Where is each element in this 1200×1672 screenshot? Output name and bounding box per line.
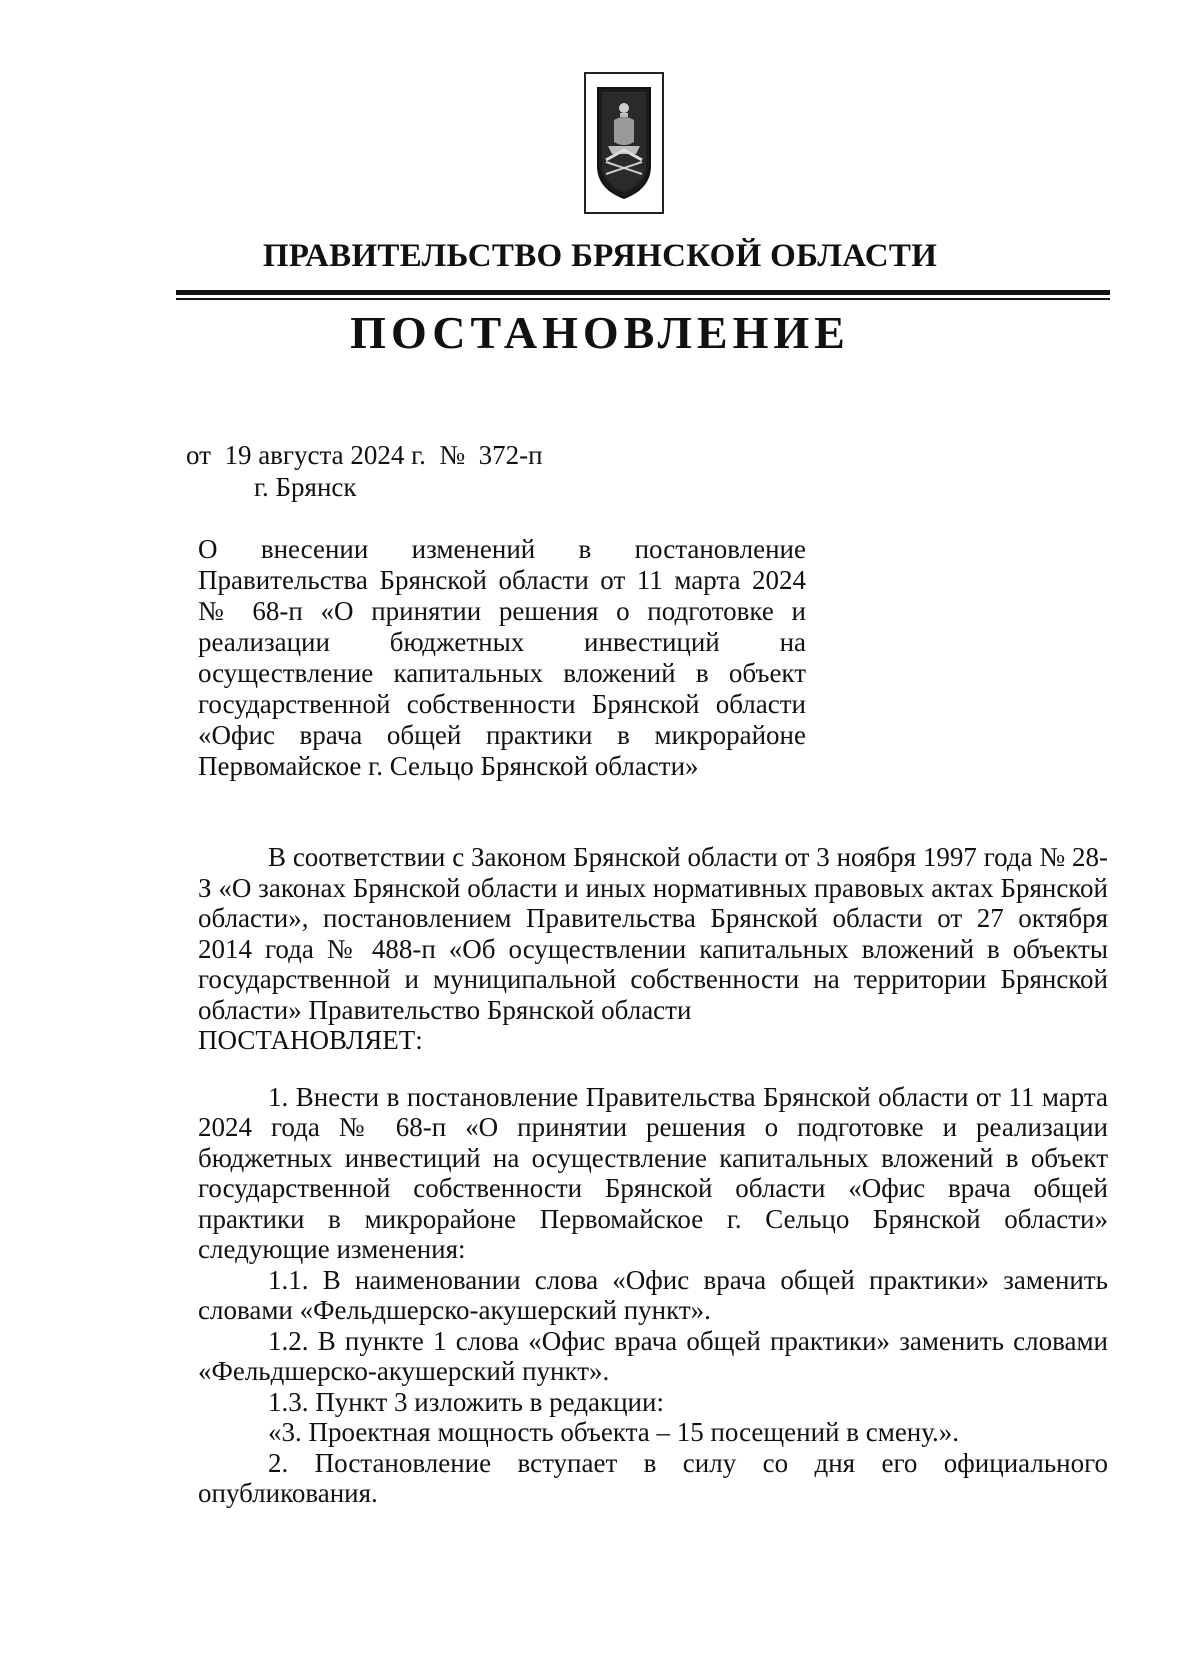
header-rule-thick xyxy=(176,290,1110,295)
item-1-2: 1.2. В пункте 1 слова «Офис врача общей практики» заменить словами «Фельдшерско-акушерский пункт». xyxy=(198,1325,1108,1386)
emblem-frame xyxy=(584,72,664,214)
item-1-1: 1.1. В наименовании слова «Офис врача общей практики» заменить словами «Фельдшерско-акушерский пункт». xyxy=(198,1264,1108,1325)
item-1-3: 1.3. Пункт 3 изложить в редакции: xyxy=(268,1386,664,1417)
coat-of-arms-emblem xyxy=(594,84,654,204)
resolves-word: ПОСТАНОВЛЯЕТ: xyxy=(198,1025,423,1055)
header-rule-thin xyxy=(176,298,1110,300)
government-title: ПРАВИТЕЛЬСТВО БРЯНСКОЙ ОБЛАСТИ xyxy=(262,238,938,274)
document-city: г. Брянск xyxy=(254,472,357,502)
document-date-number: от 19 августа 2024 г. № 372-п xyxy=(186,440,543,470)
item-1: 1. Внести в постановление Правительства Брянской области от 11 марта 2024 года № 68-п «О принятии решения о подготовке и реализации бюджетных инвестиций на осуществление капитальных вложений в объект государственной собственности Брянской области «Офис врача общей практики в микрорайоне Первомайское г. Сельцо Брянской области» следующие изменения: xyxy=(198,1081,1108,1264)
preamble-paragraph: В соответствии с Законом Брянской области от 3 ноября 1997 года № 28-З «О законах Брянской области и иных нормативных правовых актах Брянской области», постановлением Правительства Брянской области от 27 октября 2014 года № 488-п «Об осуществлении капитальных вложений в объекты государственной и муниципальной собственности на территории Брянской области» Правительство Брянской области xyxy=(198,842,1108,1025)
item-1-3-text: «3. Проектная мощность объекта – 15 посещений в смену.». xyxy=(268,1417,960,1447)
document-type-title: ПОСТАНОВЛЕНИЕ xyxy=(350,307,850,358)
document-subject: О внесении изменений в постановление Правительства Брянской области от 11 марта 2024 № 68-п «О принятии решения о подготовке и реализации бюджетных инвестиций на осуществление капитальных вложений в объект государственной собственности Брянской области «Офис врача общей практики в микрорайоне Первомайское г. Сельцо Брянской области» xyxy=(198,534,806,781)
item-2: 2. Постановление вступает в силу со дня его официального опубликования. xyxy=(198,1447,1108,1508)
document-body xyxy=(198,842,1108,1509)
